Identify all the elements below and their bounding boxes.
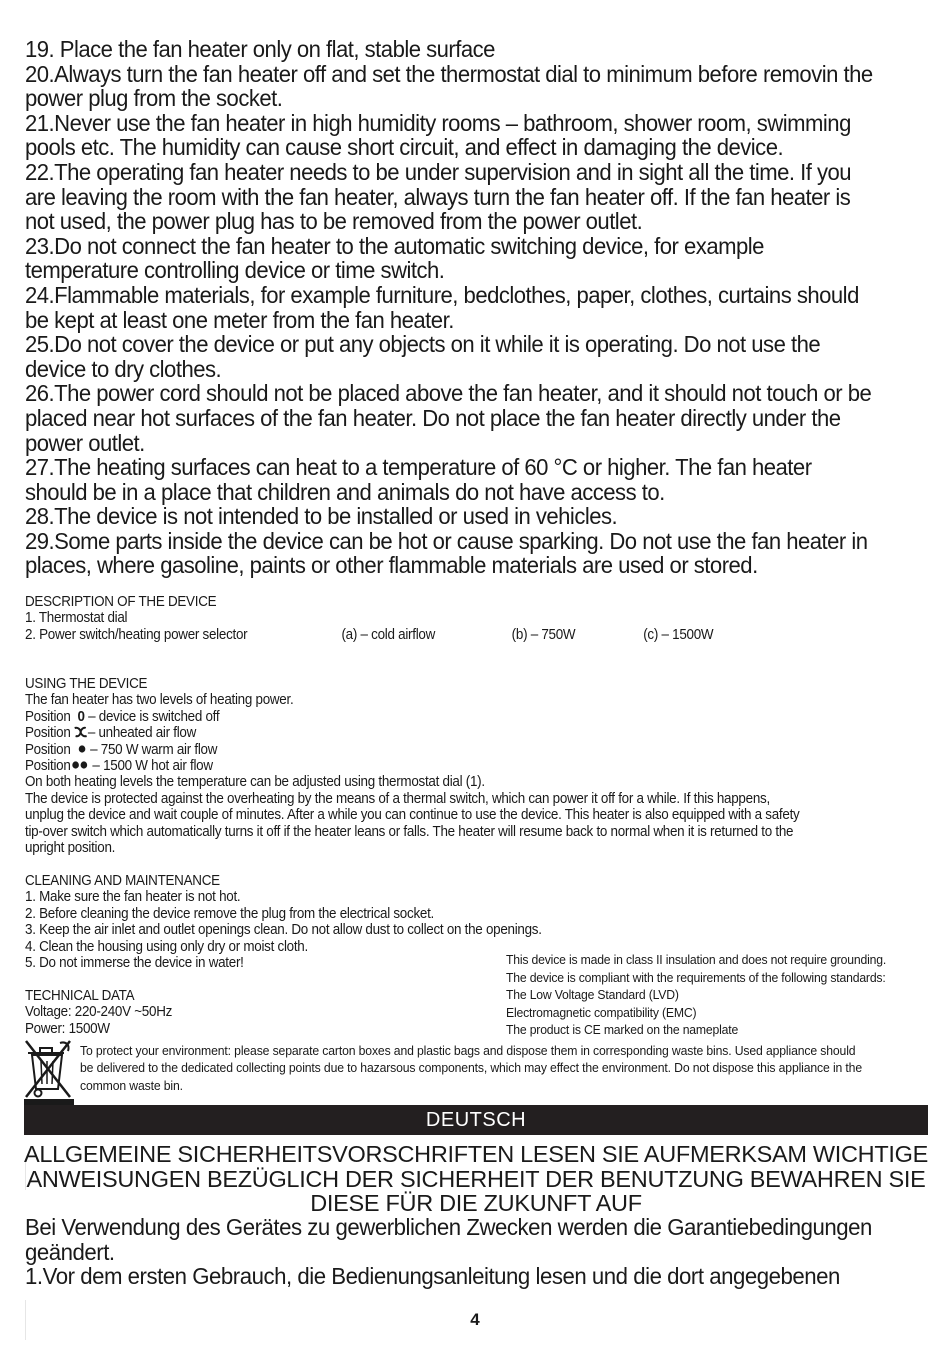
position-1500-text: – 1500 W hot air flow xyxy=(92,758,213,775)
safety-instructions xyxy=(25,37,876,578)
compliance-line: The product is CE marked on the nameplate xyxy=(506,1022,739,1038)
position-fan-row xyxy=(25,725,799,741)
position-label: Position xyxy=(25,758,71,775)
description-item-2: 2. Power switch/heating power selector xyxy=(25,626,248,643)
position-fan-text: – unheated air flow xyxy=(87,725,197,742)
german-heading-line: ALLGEMEINE SICHERHEITSVORSCHRIFTEN LESEN SIE AUFMERKSAM WICHTIGE xyxy=(24,1141,928,1167)
description-section xyxy=(25,594,713,643)
option-a: (a) – cold airflow xyxy=(341,626,436,643)
cleaning-item-2: 2. Before cleaning the device remove the plug from the electrical socket. xyxy=(25,905,434,922)
environment-notice-line: be delivered to the dedicated collecting points due to hazarsous components, which may effect the environment. Do not dispose this appliance in the xyxy=(80,1060,862,1076)
cleaning-item-3: 3. Keep the air inlet and outlet openings clean. Do not allow dust to collect on the openings. xyxy=(25,922,542,939)
safety-item-29: 29.Some parts inside the device can be hot or cause sparking. Do not use the fan heater in places, where gasoline, paints or other flammable materials are used or stored. xyxy=(25,527,868,579)
safety-item-26: 26.The power cord should not be placed above the fan heater, and it should not touch or be placed near hot surfaces of the fan heater. Do not place the fan heater directly under the power outlet. xyxy=(25,380,872,456)
compliance-line: The device is compliant with the requirements of the following standards: xyxy=(506,969,886,985)
safety-item-23: 23.Do not connect the fan heater to the automatic switching device, for example temperature controlling device or time switch. xyxy=(25,232,764,284)
cleaning-item-5: 5. Do not immerse the device in water! xyxy=(25,955,244,972)
position-0-text: – device is switched off xyxy=(88,708,220,725)
german-heading-line: ANWEISUNGEN BEZÜGLICH DER SICHERHEIT DER BENUTZUNG BEWAHREN SIE xyxy=(26,1165,926,1192)
using-section xyxy=(25,676,799,856)
position-0-symbol: 0 xyxy=(77,708,85,725)
position-label: Position xyxy=(25,741,71,758)
protection-note-line: tip-over switch which automatically turns it off if the heater leans or falls. The heater will resume back to normal when it is returned to the xyxy=(25,823,794,840)
compliance-line: Electromagnetic compatibility (EMC) xyxy=(506,1004,697,1020)
protection-note-line: upright position. xyxy=(25,840,116,857)
safety-item-27: 27.The heating surfaces can heat to a temperature of 60 °C or higher. The fan heater should be in a place that children and animals do not have access to. xyxy=(25,454,812,505)
cleaning-item-1: 1. Make sure the fan heater is not hot. xyxy=(25,889,241,906)
german-safety-heading xyxy=(24,1142,928,1216)
position-750-text: – 750 W warm air flow xyxy=(90,741,218,758)
safety-item-19: 19. Place the fan heater only on flat, stable surface xyxy=(25,36,495,62)
technical-voltage: Voltage: 220-240V ~50Hz xyxy=(25,1004,173,1021)
compliance-line: This device is made in class II insulation and does not require grounding. xyxy=(506,952,887,967)
position-0-row xyxy=(25,709,799,725)
using-intro: The fan heater has two levels of heating power. xyxy=(25,692,294,709)
environment-notice-line: To protect your environment: please separate carton boxes and plastic bags and dispose them in corresponding waste bins. Used appliance should xyxy=(80,1043,856,1058)
position-label: Position xyxy=(25,708,71,725)
german-item-1: 1.Vor dem ersten Gebrauch, die Bedienungsanleitung lesen und die dort angegebenen xyxy=(25,1263,840,1290)
safety-item-25: 25.Do not cover the device or put any objects on it while it is operating. Do not use the device to dry clothes. xyxy=(25,331,821,382)
page-number: 4 xyxy=(470,1310,480,1329)
thermostat-note: On both heating levels the temperature can be adjusted using thermostat dial (1). xyxy=(25,774,485,791)
position-1500-row xyxy=(25,758,799,774)
safety-item-22: 22.The operating fan heater needs to be under supervision and in sight all the time. If you are leaving the room with the fan heater, always turn the fan heater off. If the fan heater is not used, the power plug has to be removed from the power outlet. xyxy=(25,158,852,235)
cleaning-section xyxy=(25,873,542,971)
technical-section xyxy=(25,988,172,1037)
environment-notice xyxy=(80,1042,926,1094)
description-title: DESCRIPTION OF THE DEVICE xyxy=(25,594,217,610)
protection-note-line: unplug the device and wait couple of minutes. After a while you can continue to use the device. This heater is also equipped with a safety xyxy=(25,807,800,824)
single-dot-icon xyxy=(77,744,86,754)
description-item-1: 1. Thermostat dial xyxy=(25,610,128,627)
safety-item-24: 24.Flammable materials, for example furniture, bedclothes, paper, clothes, curtains should be kept at least one meter from the fan heater. xyxy=(25,281,859,333)
compliance-line: The Low Voltage Standard (LVD) xyxy=(506,987,679,1003)
safety-item-21: 21.Never use the fan heater in high humidity rooms – bathroom, shower room, swimming pools etc. The humidity can cause short circuit, and effect in damaging the device. xyxy=(25,109,851,161)
cleaning-item-4: 4. Clean the housing using only dry or moist cloth. xyxy=(25,938,308,955)
safety-item-20: 20.Always turn the fan heater off and set the thermostat dial to minimum before removin the power plug from the socket. xyxy=(25,60,873,112)
position-750-row xyxy=(25,742,799,758)
cleaning-title: CLEANING AND MAINTENANCE xyxy=(25,873,220,889)
german-body xyxy=(25,1215,894,1289)
environment-notice-line: common waste bin. xyxy=(80,1077,183,1093)
option-c: (c) – 1500W xyxy=(643,626,714,643)
fan-icon xyxy=(74,726,88,738)
german-warranty-note: Bei Verwendung des Gerätes zu gewerblichen Zwecken werden die Garantiebedingungen geändert. xyxy=(25,1214,872,1265)
option-b: (b) – 750W xyxy=(511,626,576,643)
language-section-bar: DEUTSCH xyxy=(24,1105,928,1135)
description-item-2-row xyxy=(25,627,713,643)
using-title: USING THE DEVICE xyxy=(25,676,148,692)
technical-power: Power: 1500W xyxy=(25,1020,110,1037)
double-dot-icon xyxy=(71,760,89,770)
crossed-out-bin-icon xyxy=(24,1037,76,1105)
technical-title: TECHNICAL DATA xyxy=(25,988,135,1004)
protection-note-line: The device is protected against the overheating by the means of a thermal switch, which can power it off for a while. If this happens, xyxy=(25,790,770,807)
compliance-block xyxy=(506,951,886,1039)
safety-item-28: 28.The device is not intended to be installed or used in vehicles. xyxy=(25,503,618,530)
german-heading-line: DIESE FÜR DIE ZUKUNFT AUF xyxy=(310,1190,642,1216)
position-label: Position xyxy=(25,725,71,742)
